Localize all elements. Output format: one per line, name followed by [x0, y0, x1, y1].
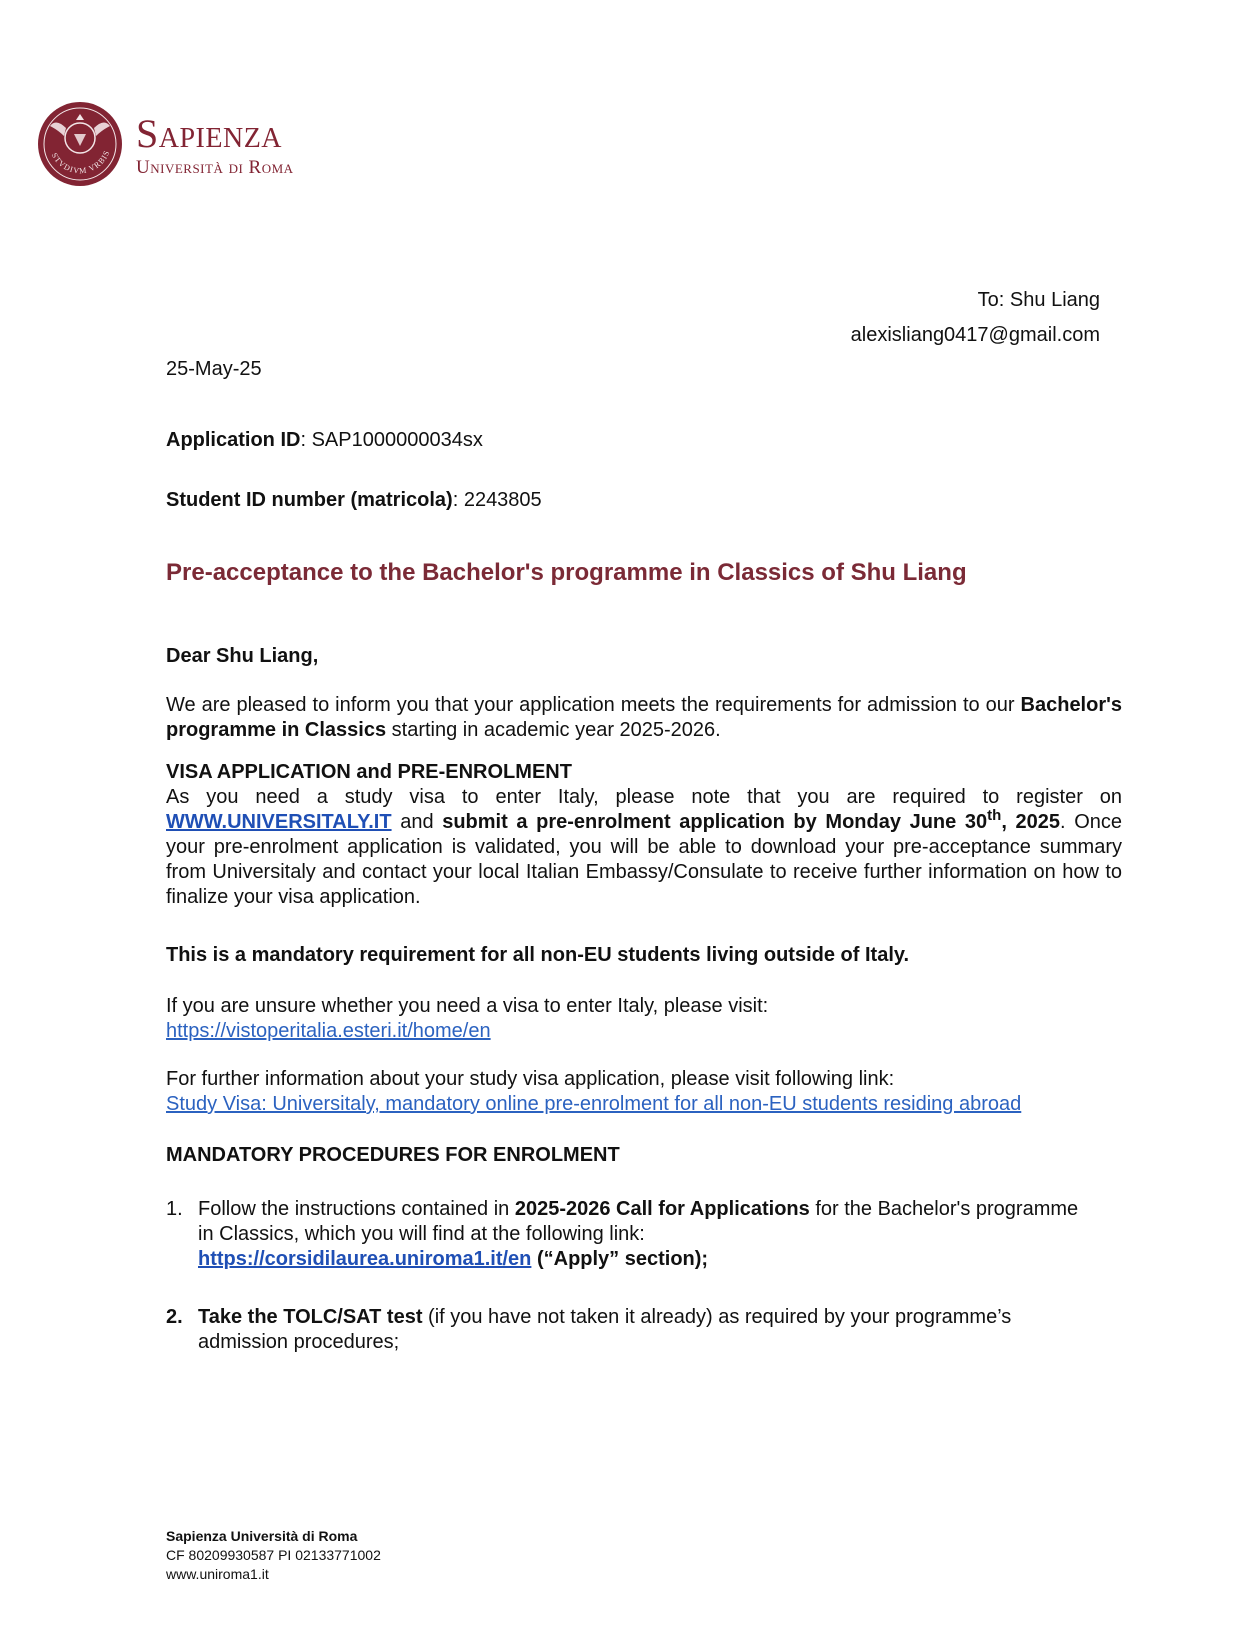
recipient-to: To: Shu Liang — [977, 289, 1100, 311]
visa-check: If you are unsure whether you need a visa to enter Italy, please visit: https://vistoperitalia.esteri.it/home/en — [166, 995, 769, 1042]
list-number: 2. — [166, 1306, 183, 1328]
student-id — [166, 488, 542, 513]
mandatory-note: This is a mandatory requirement for all non-EU students living outside of Italy. — [166, 944, 910, 966]
recipient-block — [851, 283, 1100, 353]
vistoperitalia-link[interactable]: https://vistoperitalia.esteri.it/home/en — [166, 1020, 491, 1042]
visa-heading: VISA APPLICATION and PRE-ENROLMENT — [166, 761, 572, 783]
footer — [166, 1527, 381, 1584]
greeting: Dear Shu Liang, — [166, 645, 319, 667]
student-id-label: Student ID number (matricola) — [166, 489, 453, 511]
visa-section — [166, 760, 1122, 910]
procedures-heading: MANDATORY PROCEDURES FOR ENROLMENT — [166, 1144, 620, 1166]
universitaly-link[interactable]: WWW.UNIVERSITALY.IT — [166, 811, 392, 833]
letter-date: 25-May-25 — [166, 358, 262, 380]
footer-web: www.uniroma1.it — [166, 1566, 269, 1582]
procedure-item-2: 2. Take the TOLC/SAT test (if you have not taken it already) as required by your programme’s admission procedures; — [166, 1306, 1012, 1353]
application-id — [166, 428, 483, 453]
footer-codes: CF 80209930587 PI 02133771002 — [166, 1547, 381, 1563]
application-id-value: : SAP1000000034sx — [300, 429, 483, 451]
list-number: 1. — [166, 1198, 183, 1220]
corsidilaurea-link[interactable]: https://corsidilaurea.uniroma1.it/en — [198, 1248, 532, 1270]
visa-paragraph: As you need a study visa to enter Italy, please note that you are required to register on WWW.UNIVERSITALY.IT and submit a pre-enrolment application by Monday June 30th, 2025. Once your pre-enrolment application is validated, you will be able to download your pre-acceptance summary from Universitaly and contact your local Italian Embassy/Consulate to receive further information on how to finalize your visa application. — [166, 786, 1123, 908]
university-logo — [36, 100, 336, 200]
logo-subtitle: Università di Roma — [136, 157, 294, 178]
student-id-value: : 2243805 — [452, 489, 542, 511]
logo-name: Sapienza — [136, 111, 283, 156]
procedure-item-1: 1. Follow the instructions contained in 2025-2026 Call for Applications for the Bachelor's programme in Classics, which you will find at the following link: https://corsidilaurea.uniroma1.it/en (“Apply” section); — [166, 1198, 1079, 1270]
footer-name: Sapienza Università di Roma — [166, 1528, 358, 1544]
study-visa-link[interactable]: Study Visa: Universitaly, mandatory online pre-enrolment for all non-EU students residing abroad — [166, 1093, 1022, 1115]
intro-paragraph: We are pleased to inform you that your application meets the requirements for admission to our Bachelor's programme in Classics starting in academic year 2025-2026. — [166, 694, 1122, 741]
recipient-email: alexisliang0417@gmail.com — [850, 324, 1100, 346]
letter-title: Pre-acceptance to the Bachelor's programme in Classics of Shu Liang — [166, 559, 967, 586]
sapienza-seal-icon — [36, 100, 124, 188]
recipient-name: Shu Liang — [1009, 289, 1100, 311]
svg-text:STVDIVM VRBIS: STVDIVM VRBIS — [49, 148, 112, 176]
further-info: For further information about your study visa application, please visit following link: Study Visa: Universitaly, mandatory online pre-enrolment for all non-EU students residing abroad — [166, 1068, 1022, 1115]
application-id-label: Application ID — [166, 429, 301, 451]
